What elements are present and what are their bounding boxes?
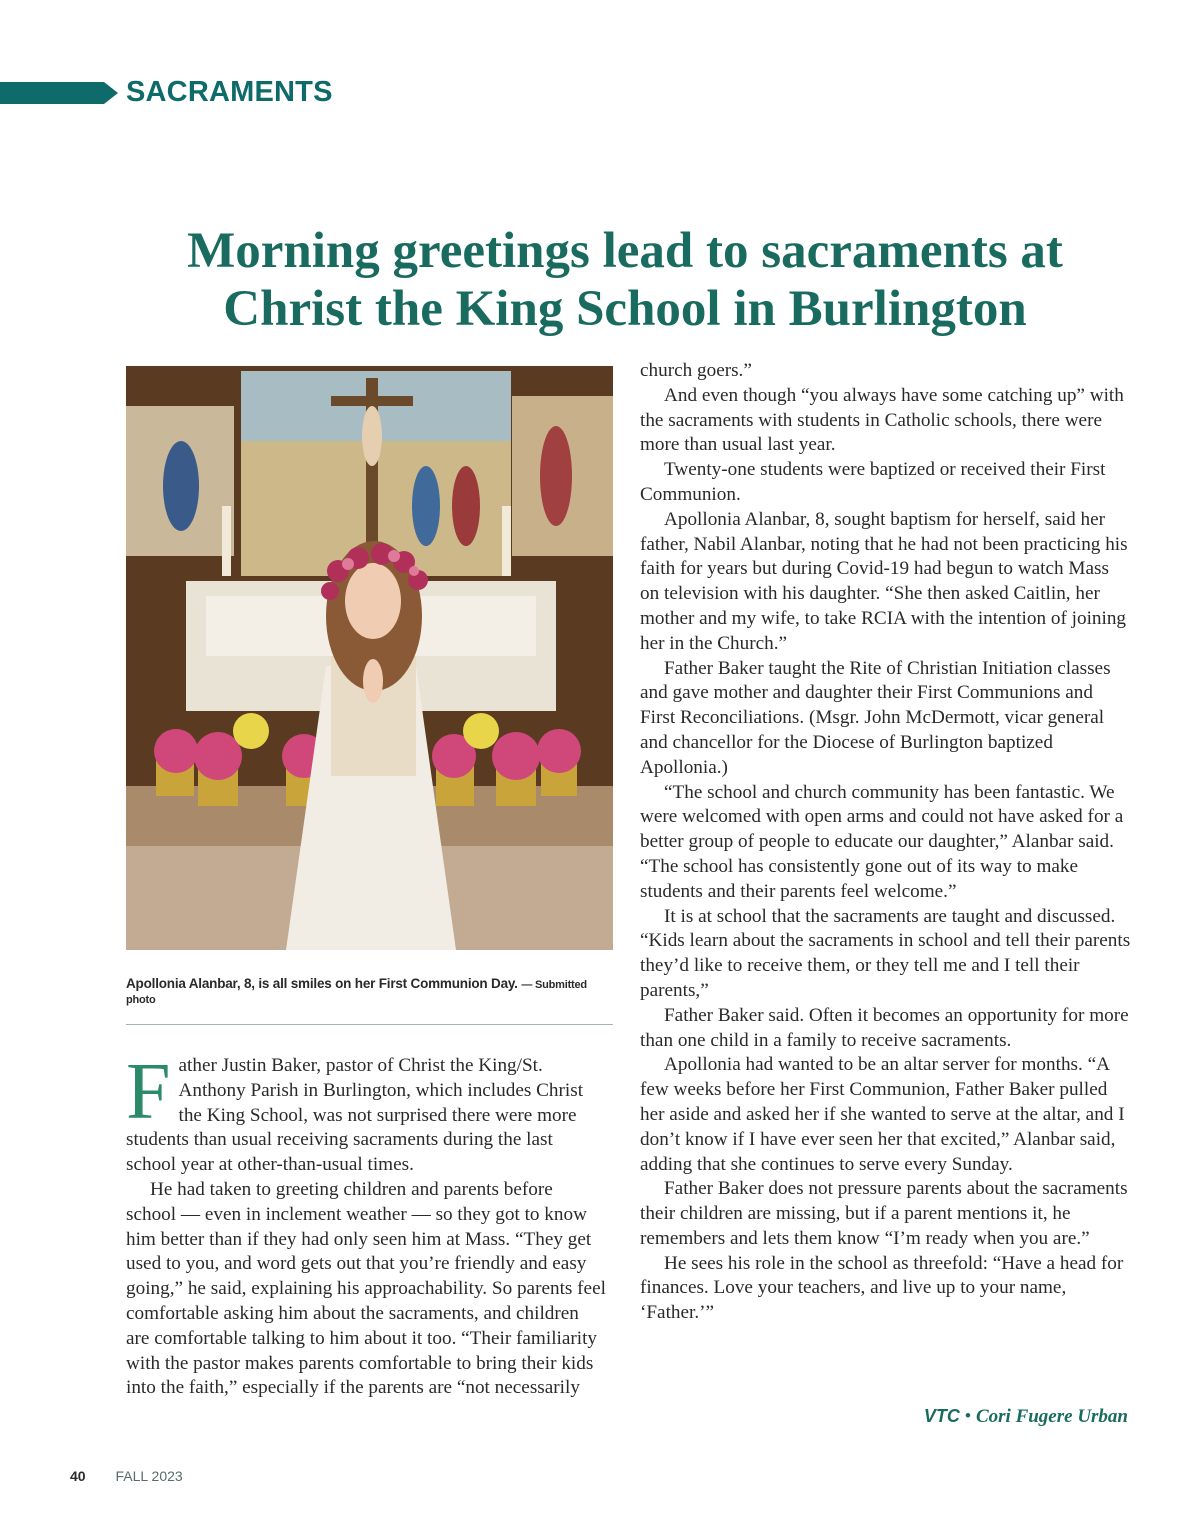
article-paragraph: Twenty-one students were baptized or received their First Communion. [640, 459, 1106, 505]
article-paragraph: Apollonia had wanted to be an altar server for months. “A few weeks before her First Communion, Father Baker pulled her aside and asked her if she wanted to serve at the altar, and I don’t know if I have ever seen her that excited,” Alanbar said, adding that she continues to serve every Sunday. [640, 1054, 1125, 1175]
page-footer [70, 1468, 183, 1484]
article-photo [126, 366, 613, 950]
article-paragraph: He had taken to greeting children and parents before school — even in inclement weather — so they got to know him better than if they had only seen him at Mass. “They get used to you, and word gets out that you’re friendly and easy going,” he said, explaining his approachability. So parents feel comfortable asking him about the sacraments, and children are comfortable talking to him about it too. “Their familiarity with the pastor makes parents comfortable to bring their kids into the faith,” especially if the parents are “not necessarily [126, 1178, 606, 1399]
issue-label: FALL 2023 [115, 1468, 183, 1484]
article-paragraph: Apollonia Alanbar, 8, sought baptism for herself, said her father, Nabil Alanbar, noting that he had not been practicing his faith for years but during Covid-19 had begun to watch Mass on television with his daughter. “She then asked Caitlin, her mother and my wife, to take RCIA with the intention of joining her in the Church.” [640, 508, 1128, 654]
byline [924, 1406, 1128, 1428]
drop-cap: F [126, 1048, 171, 1136]
page-number: 40 [70, 1468, 86, 1484]
article-paragraph: “The school and church community has been fantastic. We were welcomed with open arms and could not have asked for a better group of people to educate our daughter,” Alanbar said. “The school has consistently gone out of its way to make students and their parents feel welcome.” [640, 781, 1124, 902]
article-column-right [640, 359, 1132, 1326]
caption-text: Apollonia Alanbar, 8, is all smiles on her First Communion Day. [126, 976, 518, 991]
section-label: SACRAMENTS [126, 76, 333, 108]
byline-separator: • [964, 1406, 972, 1427]
headline-line-1: Morning greetings lead to sacraments at [187, 223, 1063, 279]
byline-author: Cori Fugere Urban [975, 1406, 1128, 1427]
headline [120, 222, 1130, 338]
article-paragraph: And even though “you always have some catching up” with the sacraments with students in Catholic schools, there were more than usual last year. [640, 384, 1124, 456]
section-marker-bar [0, 82, 118, 104]
byline-publication: VTC [923, 1406, 960, 1426]
article-paragraph: Father Baker taught the Rite of Christian Initiation classes and gave mother and daughter their First Communions and First Reconciliations. (Msgr. John McDermott, vicar general and chancellor for the Diocese of Burlington baptized Apollonia.) [640, 657, 1111, 778]
headline-line-2: Christ the King School in Burlington [223, 281, 1027, 337]
article-paragraph: It is at school that the sacraments are taught and discussed. “Kids learn about the sacraments in school and tell their parents they’d like to receive them, or they tell me and I tell their parents,” [640, 905, 1131, 1001]
article-paragraph: Father Baker does not pressure parents about the sacraments their children are missing, but if a parent mentions it, he remembers and lets them know “I’m ready when you are.” [640, 1178, 1128, 1249]
caption-divider [126, 1024, 613, 1025]
photo-credit: — Submitted photo [126, 979, 587, 1006]
article-column-left [126, 1048, 606, 1401]
article-paragraph: He sees his role in the school as threefold: “Have a head for finances. Love your teachers, and live up to your name, ‘Father.’” [640, 1252, 1124, 1324]
photo-caption [126, 976, 616, 1006]
article-paragraph: church goers.” [640, 360, 752, 381]
photo-illustration [126, 366, 613, 950]
article-paragraph: Father Baker said. Often it becomes an opportunity for more than one child in a family to receive sacraments. [640, 1004, 1129, 1051]
article-paragraph: Father Justin Baker, pastor of Christ the King/St. Anthony Parish in Burlington, which includes Christ the King School, was not surprised there were more students than usual receiving sacraments during the last school year at other-than-usual times. [126, 1048, 584, 1176]
